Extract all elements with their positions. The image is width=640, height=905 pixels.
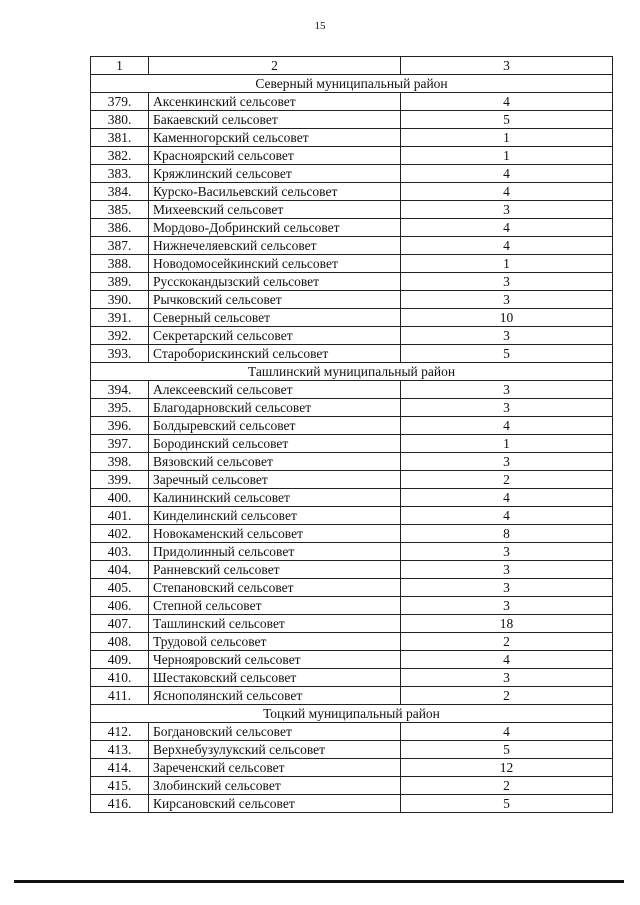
table-row (91, 597, 613, 615)
table-row (91, 147, 613, 165)
table-row (91, 183, 613, 201)
settlement-name: Степановский сельсовет (149, 579, 401, 597)
row-number: 405. (91, 579, 149, 597)
table-row (91, 291, 613, 309)
row-value: 4 (401, 417, 613, 435)
row-value: 4 (401, 183, 613, 201)
row-number: 414. (91, 759, 149, 777)
row-value: 3 (401, 669, 613, 687)
table-row (91, 795, 613, 813)
settlement-name: Секретарский сельсовет (149, 327, 401, 345)
district-name: Северный муниципальный район (91, 75, 613, 93)
row-number: 391. (91, 309, 149, 327)
row-number: 386. (91, 219, 149, 237)
district-row (91, 363, 613, 381)
settlement-name: Новокаменский сельсовет (149, 525, 401, 543)
settlement-name: Каменногорский сельсовет (149, 129, 401, 147)
row-number: 393. (91, 345, 149, 363)
table-row (91, 453, 613, 471)
row-value: 5 (401, 345, 613, 363)
settlement-name: Михеевский сельсовет (149, 201, 401, 219)
row-number: 385. (91, 201, 149, 219)
table-row (91, 327, 613, 345)
table-row (91, 687, 613, 705)
header-cell-2: 2 (149, 57, 401, 75)
row-number: 390. (91, 291, 149, 309)
table-row (91, 129, 613, 147)
row-number: 413. (91, 741, 149, 759)
row-number: 396. (91, 417, 149, 435)
row-number: 387. (91, 237, 149, 255)
row-value: 1 (401, 129, 613, 147)
settlement-name: Бакаевский сельсовет (149, 111, 401, 129)
table-row (91, 615, 613, 633)
row-value: 1 (401, 255, 613, 273)
row-value: 4 (401, 489, 613, 507)
row-number: 404. (91, 561, 149, 579)
settlement-name: Придолинный сельсовет (149, 543, 401, 561)
settlement-name: Староборискинский сельсовет (149, 345, 401, 363)
row-value: 3 (401, 399, 613, 417)
settlement-name: Злобинский сельсовет (149, 777, 401, 795)
row-value: 3 (401, 453, 613, 471)
table-row (91, 579, 613, 597)
table-row (91, 525, 613, 543)
settlement-name: Чернояровский сельсовет (149, 651, 401, 669)
settlement-name: Верхнебузулукский сельсовет (149, 741, 401, 759)
table-row (91, 309, 613, 327)
settlement-name: Яснополянский сельсовет (149, 687, 401, 705)
table-row (91, 561, 613, 579)
district-name: Тоцкий муниципальный район (91, 705, 613, 723)
row-number: 384. (91, 183, 149, 201)
row-value: 3 (401, 291, 613, 309)
row-number: 394. (91, 381, 149, 399)
header-row (91, 57, 613, 75)
table-row (91, 345, 613, 363)
table-row (91, 651, 613, 669)
settlement-name: Ташлинский сельсовет (149, 615, 401, 633)
row-value: 1 (401, 147, 613, 165)
row-value: 4 (401, 651, 613, 669)
table-row (91, 111, 613, 129)
settlement-name: Болдыревский сельсовет (149, 417, 401, 435)
row-value: 5 (401, 741, 613, 759)
row-number: 407. (91, 615, 149, 633)
header-cell-3: 3 (401, 57, 613, 75)
settlement-name: Красноярский сельсовет (149, 147, 401, 165)
settlement-name: Вязовский сельсовет (149, 453, 401, 471)
table-row (91, 471, 613, 489)
table-row (91, 381, 613, 399)
table-row (91, 543, 613, 561)
settlement-name: Зареченский сельсовет (149, 759, 401, 777)
settlement-name: Аксенкинский сельсовет (149, 93, 401, 111)
table-row (91, 201, 613, 219)
row-number: 379. (91, 93, 149, 111)
row-value: 4 (401, 507, 613, 525)
row-value: 2 (401, 687, 613, 705)
table-row (91, 273, 613, 291)
row-number: 383. (91, 165, 149, 183)
settlement-name: Кинделинский сельсовет (149, 507, 401, 525)
row-number: 401. (91, 507, 149, 525)
row-number: 409. (91, 651, 149, 669)
settlement-name: Русскокандызский сельсовет (149, 273, 401, 291)
row-number: 416. (91, 795, 149, 813)
table-row (91, 759, 613, 777)
header-cell-1: 1 (91, 57, 149, 75)
table-row (91, 399, 613, 417)
row-number: 415. (91, 777, 149, 795)
row-number: 406. (91, 597, 149, 615)
settlement-name: Кирсановский сельсовет (149, 795, 401, 813)
row-value: 3 (401, 273, 613, 291)
page-number: 15 (314, 20, 326, 32)
settlement-name: Ранневский сельсовет (149, 561, 401, 579)
settlement-name: Трудовой сельсовет (149, 633, 401, 651)
settlement-name: Калининский сельсовет (149, 489, 401, 507)
row-value: 3 (401, 579, 613, 597)
table-row (91, 723, 613, 741)
footer-rule (14, 880, 624, 883)
row-value: 2 (401, 471, 613, 489)
row-number: 380. (91, 111, 149, 129)
settlement-name: Кряжлинский сельсовет (149, 165, 401, 183)
row-value: 5 (401, 795, 613, 813)
row-value: 4 (401, 165, 613, 183)
settlement-name: Степной сельсовет (149, 597, 401, 615)
row-value: 8 (401, 525, 613, 543)
table-row (91, 633, 613, 651)
table-row (91, 741, 613, 759)
table-row (91, 93, 613, 111)
row-value: 18 (401, 615, 613, 633)
row-value: 4 (401, 237, 613, 255)
row-value: 3 (401, 327, 613, 345)
row-value: 1 (401, 435, 613, 453)
row-number: 398. (91, 453, 149, 471)
settlement-name: Новодомосейкинский сельсовет (149, 255, 401, 273)
row-value: 2 (401, 633, 613, 651)
table-row (91, 165, 613, 183)
table-row (91, 669, 613, 687)
row-value: 4 (401, 93, 613, 111)
row-number: 389. (91, 273, 149, 291)
settlement-name: Нижнечеляевский сельсовет (149, 237, 401, 255)
row-number: 408. (91, 633, 149, 651)
row-number: 392. (91, 327, 149, 345)
table-body (91, 57, 613, 813)
row-number: 382. (91, 147, 149, 165)
row-value: 3 (401, 381, 613, 399)
row-number: 397. (91, 435, 149, 453)
table-row (91, 489, 613, 507)
settlement-name: Заречный сельсовет (149, 471, 401, 489)
settlements-table (90, 56, 613, 813)
settlement-name: Благодарновский сельсовет (149, 399, 401, 417)
row-number: 388. (91, 255, 149, 273)
row-number: 399. (91, 471, 149, 489)
row-value: 10 (401, 309, 613, 327)
settlement-name: Бородинский сельсовет (149, 435, 401, 453)
settlement-name: Мордово-Добринский сельсовет (149, 219, 401, 237)
row-value: 3 (401, 201, 613, 219)
settlement-name: Алексеевский сельсовет (149, 381, 401, 399)
row-value: 5 (401, 111, 613, 129)
settlement-name: Шестаковский сельсовет (149, 669, 401, 687)
row-number: 412. (91, 723, 149, 741)
row-value: 3 (401, 597, 613, 615)
row-value: 12 (401, 759, 613, 777)
row-value: 4 (401, 219, 613, 237)
row-number: 395. (91, 399, 149, 417)
table-row (91, 507, 613, 525)
table-row (91, 435, 613, 453)
row-value: 3 (401, 561, 613, 579)
settlement-name: Северный сельсовет (149, 309, 401, 327)
table-row (91, 255, 613, 273)
row-number: 400. (91, 489, 149, 507)
row-number: 381. (91, 129, 149, 147)
district-row (91, 75, 613, 93)
row-value: 3 (401, 543, 613, 561)
district-name: Ташлинский муниципальный район (91, 363, 613, 381)
table-row (91, 219, 613, 237)
settlement-name: Рычковский сельсовет (149, 291, 401, 309)
row-number: 411. (91, 687, 149, 705)
table-row (91, 417, 613, 435)
row-number: 402. (91, 525, 149, 543)
row-value: 2 (401, 777, 613, 795)
table-row (91, 777, 613, 795)
settlement-name: Богдановский сельсовет (149, 723, 401, 741)
row-number: 403. (91, 543, 149, 561)
row-value: 4 (401, 723, 613, 741)
table-row (91, 237, 613, 255)
district-row (91, 705, 613, 723)
settlement-name: Курско-Васильевский сельсовет (149, 183, 401, 201)
row-number: 410. (91, 669, 149, 687)
